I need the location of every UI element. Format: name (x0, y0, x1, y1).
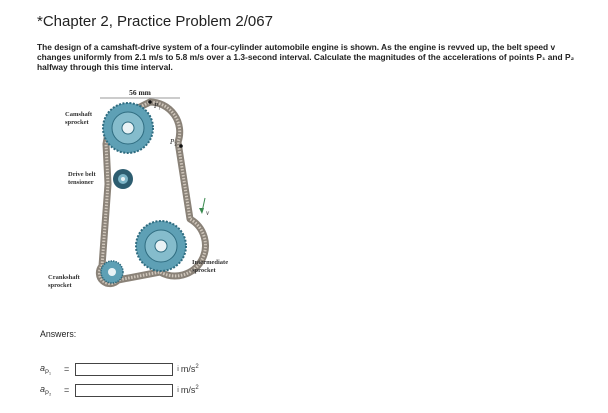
point-p2 (179, 144, 183, 148)
unit-label: $m/s^2$ (180, 385, 199, 395)
answer-row-p2: $a_{P_2}$ = i $m/s^2$ (40, 383, 199, 397)
p1-label: P₁ (154, 102, 161, 110)
tensioner-label: Drive belt (68, 171, 96, 178)
answers-heading: Answers: (40, 329, 77, 339)
unit-label: $m/s^2$ (180, 364, 199, 374)
problem-title: *Chapter 2, Practice Problem 2/067 (37, 13, 273, 30)
drive-belt-tensioner (113, 169, 133, 189)
answer-input-ap1[interactable] (75, 363, 173, 376)
point-p1 (148, 100, 152, 104)
answer-row-p1: $a_{P_1}$ = i $m/s^2$ (40, 362, 199, 376)
svg-text:tensioner: tensioner (68, 179, 94, 186)
camshaft-sprocket (103, 103, 153, 153)
camshaft-label: Camshaft (65, 111, 93, 118)
svg-text:sprocket: sprocket (192, 267, 216, 274)
v-label: v (206, 209, 210, 217)
info-icon[interactable]: i (177, 386, 179, 394)
answer-input-ap2[interactable] (75, 384, 173, 397)
svg-text:sprocket: sprocket (65, 119, 89, 126)
crankshaft-sprocket (101, 261, 123, 283)
problem-statement: The design of a camshaft-drive system of a four-cylinder automobile engine is shown. As the engine is revved up, the belt speed v changes uniformly from 2.1 m/s to 5.8 m/s over a 1.3-second interval. Calculate the magnitudes of the accelerations of points P₁ and P₂ halfway through this time interval. (37, 42, 575, 72)
dimension-label: 56 mm (129, 88, 151, 97)
svg-text:sprocket: sprocket (48, 282, 72, 289)
intermediate-sprocket (136, 221, 186, 271)
camshaft-drive-figure (30, 84, 260, 294)
intermediate-label: Intermediate (192, 259, 229, 266)
p2-label: P₂ (170, 138, 177, 146)
info-icon[interactable]: i (177, 365, 179, 373)
crankshaft-label: Crankshaft (48, 274, 80, 281)
